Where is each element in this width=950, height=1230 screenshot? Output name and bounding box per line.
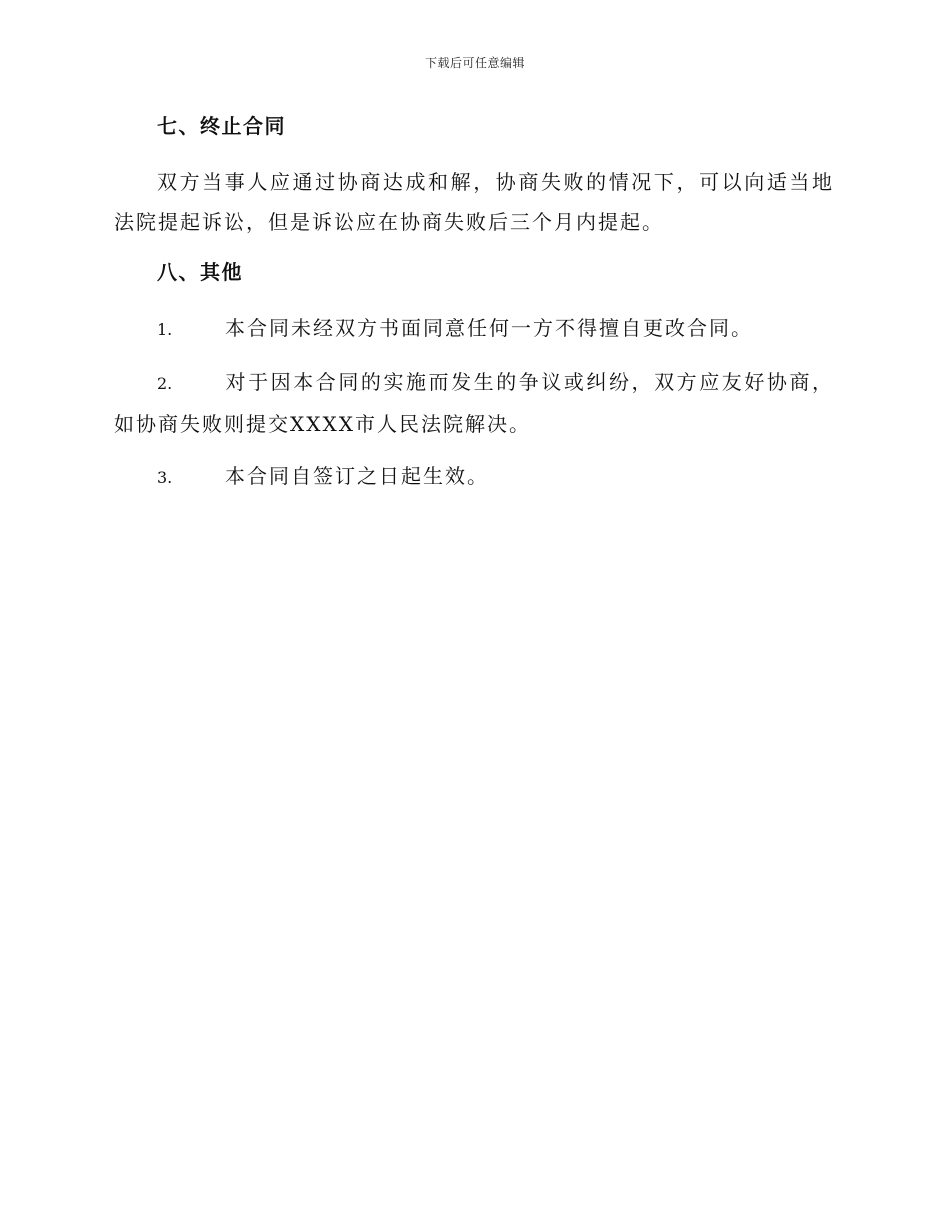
list-item-text: 本合同未经双方书面同意任何一方不得擅自更改合同。 [225,316,753,340]
section-heading-termination: 七、终止合同 [157,114,286,138]
section-heading-other: 八、其他 [157,260,243,284]
termination-paragraph: 双方当事人应通过协商达成和解，协商失败的情况下，可以向适当地法院提起诉讼，但是诉讼应在协商失败后三个月内提起。 [114,170,834,234]
list-item-number: 2. [157,374,173,393]
list-item-number: 3. [157,468,173,487]
page-header: 下载后可任意编辑 [424,56,525,70]
list-item-text: 本合同自签订之日起生效。 [225,464,489,488]
list-item-text: 对于因本合同的实施而发生的争议或纠纷，双方应友好协商，如协商失败则提交XXXX市人民法院解决。 [114,370,834,436]
list-item [114,456,834,498]
list-item [114,308,834,350]
list-item-number: 1. [157,320,173,339]
list-item [114,362,834,444]
document-body [114,108,834,510]
